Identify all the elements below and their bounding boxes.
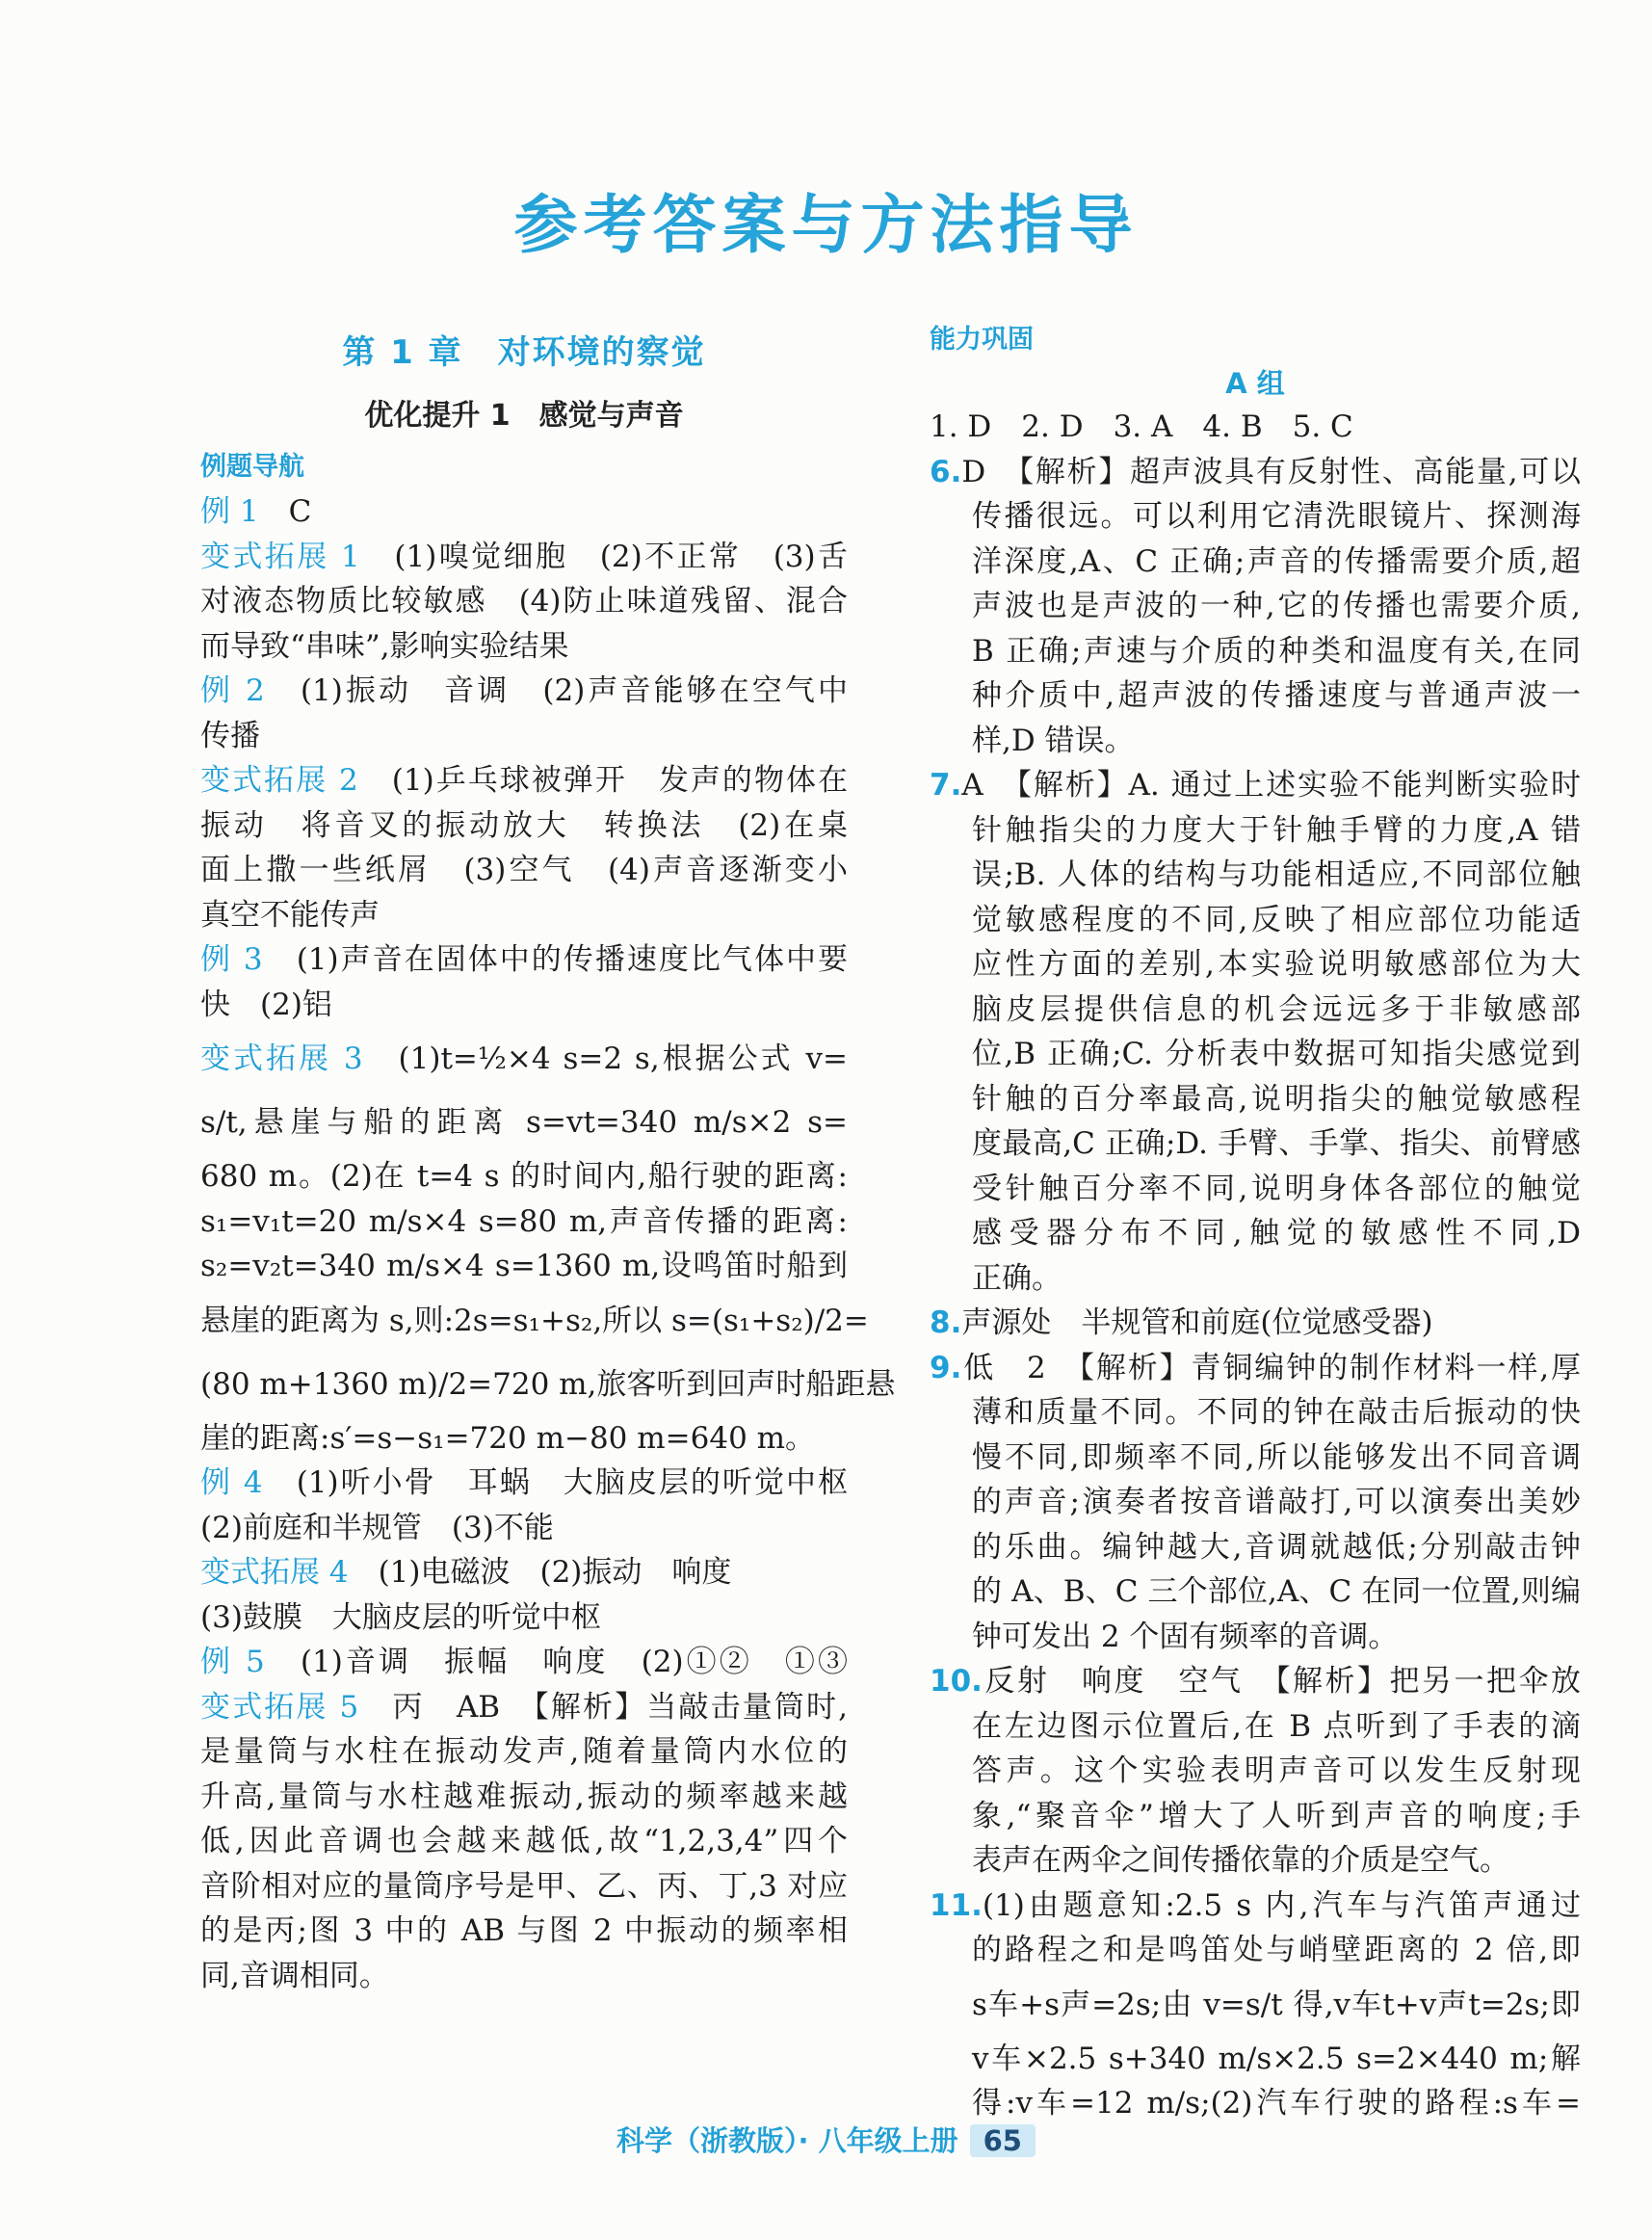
right-column: [930, 318, 1581, 2126]
answer-text: 脑皮层提供信息的机会远远多于非敏感部: [972, 991, 1581, 1027]
answer-text: 的声音;演奏者按音谱敲打,可以演奏出美妙: [972, 1485, 1581, 1519]
answer-line: [930, 719, 1581, 764]
answer-label: 变式拓展 4: [200, 1555, 349, 1590]
answer-line: [200, 1353, 896, 1416]
answer-text: 针触指尖的力度大于针触手臂的力度,A 错: [972, 812, 1581, 848]
answer-text: (2)前庭和半规管 (3)不能: [200, 1510, 554, 1545]
section-title: 优化提升 1 感觉与声音: [364, 399, 684, 433]
answer-text: B 正确;声速与介质的种类和温度有关,在同: [972, 633, 1581, 669]
answer-text: s/t,悬崖与船的距离 s=vt=340 m/s×2 s=: [200, 1105, 848, 1140]
answer-line: [930, 1704, 1581, 1750]
page-number: 65: [970, 2124, 1036, 2157]
answer-line: [200, 714, 848, 759]
answer-text: 钟可发出 2 个固有频率的音调。: [972, 1619, 1399, 1654]
answer-label: 例 2: [200, 673, 265, 708]
question-number: 10.: [930, 1664, 983, 1699]
answer-line: [200, 1775, 848, 1820]
answer-line: [930, 629, 1581, 674]
answer-text: 声波也是声波的一种,它的传播也需要介质,: [972, 589, 1581, 623]
answer-text: (1)振动 音调 (2)声音能够在空气中: [264, 673, 848, 708]
answer-line: [930, 1032, 1581, 1077]
answer-text: (80 m+1360 m)/2=720 m,旅客听到回声时船距悬: [200, 1366, 896, 1402]
answer-text: (1)嗅觉细胞 (2)不正常 (3)舌: [359, 539, 849, 574]
answer-text: (1)电磁波 (2)振动 响度: [348, 1555, 732, 1590]
answer-line: [200, 1685, 848, 1730]
answer-line: [930, 1615, 1581, 1660]
answer-line: [200, 893, 848, 938]
answer-line: [930, 1211, 1581, 1256]
chapter-title: 第 1 章 对环境的察觉: [342, 333, 706, 372]
question-number: 8.: [930, 1305, 962, 1340]
answer-text: 样,D 错误。: [972, 723, 1135, 758]
answer-text: (1)t=½×4 s=2 s,根据公式 v=: [362, 1041, 848, 1076]
answer-text: 表声在两伞之间传播依靠的介质是空气。: [972, 1843, 1509, 1878]
answer-label: 例 3: [200, 942, 263, 977]
answer-text: (1)由题意知:2.5 s 内,汽车与汽笛声通过: [982, 1887, 1581, 1923]
answer-line: [930, 1838, 1581, 1884]
answer-text: 低,因此音调也会越来越低,故“1,2,3,4”四个: [200, 1824, 848, 1858]
answer-line: [200, 1864, 848, 1910]
answer-text: 升高,量筒与水柱越难振动,振动的频率越来越: [200, 1779, 848, 1814]
answer-line: [930, 450, 1581, 495]
answer-text: 觉敏感程度的不同,反映了相应部位功能适: [972, 902, 1581, 937]
answer-line: [200, 848, 848, 893]
answer-text: 而导致“串味”,影响实验结果: [200, 628, 569, 664]
answer-text: 真空不能传声: [200, 897, 380, 933]
answer-line: [930, 2037, 1581, 2082]
answer-text: 正确。: [972, 1260, 1062, 1296]
answer-text: (1)声音在固体中的传播速度比气体中要: [262, 942, 849, 977]
answer-line: [930, 1390, 1581, 1436]
answer-text: 声源处 半规管和前庭(位觉感受器): [961, 1305, 1433, 1340]
answer-line: [200, 937, 848, 983]
answer-text: 应性方面的差别,本实验说明敏感部位为大: [972, 947, 1581, 982]
answer-text: 感受器分布不同,触觉的敏感性不同,D: [972, 1216, 1581, 1251]
answer-text: C: [258, 494, 312, 529]
answer-label: 变式拓展 2: [200, 763, 358, 798]
answer-text: 振动 将音叉的振动放大 转换法 (2)在桌: [200, 807, 848, 843]
answer-text: 度最高,C 正确;D. 手臂、手掌、指尖、前臂感: [972, 1126, 1581, 1161]
page-footer: [0, 2120, 1652, 2159]
answer-text: v车×2.5 s+340 m/s×2.5 s=2×440 m;解: [972, 2041, 1581, 2076]
answer-line: [930, 405, 1581, 450]
answer-line: [930, 898, 1581, 943]
answer-text: 悬崖的距离为 s,则:2s=s₁+s₂,所以 s=(s₁+s₂)/2=: [200, 1303, 869, 1338]
answer-text: 传播: [200, 718, 260, 753]
answer-text: 680 m。(2)在 t=4 s 的时间内,船行驶的距离:: [200, 1159, 848, 1194]
answer-text: 的是丙;图 3 中的 AB 与图 2 中振动的频率相: [200, 1913, 848, 1948]
answer-text: (3)鼓膜 大脑皮层的听觉中枢: [200, 1599, 601, 1635]
answer-line: [200, 535, 848, 580]
answer-label: 变式拓展 1: [200, 539, 360, 574]
answer-text: 受针触百分率不同,说明身体各部位的触觉: [972, 1171, 1581, 1206]
answer-text: 慢不同,即频率不同,所以能够发出不同音调: [972, 1439, 1581, 1475]
answer-line: [200, 1199, 848, 1245]
right-answer-list: [930, 405, 1581, 2126]
answer-line: [200, 1595, 848, 1641]
answer-text: s₂=v₂t=340 m/s×4 s=1360 m,设鸣笛时船到: [200, 1249, 848, 1283]
answer-text: 象,“聚音伞”增大了人听到声音的响度;手: [972, 1798, 1581, 1833]
answer-line: [930, 673, 1581, 719]
answer-line: [930, 584, 1581, 629]
answer-line: [930, 1749, 1581, 1794]
answer-text: 薄和质量不同。不同的钟在敲击后振动的快: [972, 1395, 1581, 1430]
answer-text: 同,音调相同。: [200, 1958, 389, 1993]
answer-label: 变式拓展 5: [200, 1689, 359, 1725]
answer-line: [930, 942, 1581, 988]
answer-label: 变式拓展 3: [200, 1041, 363, 1076]
answer-line: [930, 1973, 1581, 2037]
answer-line: [930, 1301, 1581, 1346]
question-number: 9.: [930, 1350, 962, 1385]
answer-line: [200, 1909, 848, 1954]
answer-text: A 【解析】A. 通过上述实验不能判断实验时: [961, 768, 1581, 803]
answer-line: [200, 624, 848, 670]
answer-text: s₁=v₁t=20 m/s×4 s=80 m,声音传播的距离:: [200, 1203, 848, 1239]
answer-line: [930, 853, 1581, 898]
answer-line: [930, 1480, 1581, 1525]
answer-line: [200, 1154, 848, 1199]
answer-line: [200, 1244, 848, 1289]
answer-line: [930, 1256, 1581, 1302]
answer-line: [930, 1167, 1581, 1212]
answer-text: 的乐曲。编钟越大,音调就越低;分别敲击钟: [972, 1529, 1581, 1565]
answer-line: [200, 1550, 848, 1595]
answer-line: [200, 1640, 848, 1685]
answer-line: [930, 1436, 1581, 1481]
left-answer-list: [200, 489, 896, 1998]
answer-line: [200, 1027, 848, 1091]
answer-line: [200, 1954, 848, 1999]
answer-text: 面上撒一些纸屑 (3)空气 (4)声音逐渐变小: [200, 853, 848, 887]
answer-text: 误;B. 人体的结构与功能相适应,不同部位触: [972, 857, 1581, 892]
answer-text: 洋深度,A、C 正确;声音的传播需要介质,超: [972, 543, 1581, 579]
answer-text: 1. D 2. D 3. A 4. B 5. C: [930, 409, 1353, 444]
answer-line: [200, 1091, 848, 1154]
answer-label: 例 1: [200, 494, 259, 529]
answer-text: s车+s声=2s;由 v=s/t 得,v车t+v声t=2s;即: [972, 1987, 1581, 2022]
group-title: A 组: [1225, 367, 1285, 400]
answer-line: [930, 1928, 1581, 1973]
answer-text: 低 2 【解析】青铜编钟的制作材料一样,厚: [961, 1350, 1581, 1385]
answer-text: 种介质中,超声波的传播速度与普通声波一: [972, 678, 1581, 713]
answer-text: 的路程之和是鸣笛处与峭壁距离的 2 倍,即: [972, 1933, 1581, 1967]
answer-line: [930, 1077, 1581, 1122]
answer-line: [930, 494, 1581, 540]
answer-line: [930, 1884, 1581, 1929]
answer-text: 得:v车=12 m/s;(2)汽车行驶的路程:s车=: [972, 2086, 1581, 2121]
answer-label: 例 4: [200, 1465, 263, 1500]
answer-text: 反射 响度 空气 【解析】把另一把伞放: [982, 1664, 1581, 1699]
question-number: 7.: [930, 768, 962, 803]
answer-line: [200, 983, 848, 1028]
left-heading: 例题导航: [200, 452, 304, 482]
answer-text: 崖的距离:s′=s−s₁=720 m−80 m=640 m。: [200, 1420, 816, 1456]
answer-text: 是量筒与水柱在振动发声,随着量筒内水位的: [200, 1734, 848, 1769]
answer-line: [930, 1794, 1581, 1839]
left-column: [200, 318, 896, 1998]
answer-line: [930, 540, 1581, 585]
question-number: 6.: [930, 454, 962, 489]
answer-text: (1)音调 振幅 响度 (2)①② ①③: [264, 1645, 848, 1679]
answer-line: [200, 804, 848, 849]
answer-line: [200, 1461, 848, 1506]
answer-text: 答声。这个实验表明声音可以发生反射现: [972, 1753, 1581, 1788]
answer-text: 的 A、B、C 三个部位,A、C 在同一位置,则编: [972, 1574, 1581, 1609]
question-number: 11.: [930, 1887, 983, 1923]
answer-line: [200, 1819, 848, 1864]
answer-line: [200, 1416, 848, 1462]
answer-text: 音阶相对应的量筒序号是甲、乙、丙、丁,3 对应: [200, 1868, 848, 1904]
answer-line: [930, 1659, 1581, 1704]
answer-line: [200, 1289, 869, 1353]
page-title: 参考答案与方法指导: [513, 188, 1139, 262]
answer-text: 位,B 正确;C. 分析表中数据可知指尖感觉到: [972, 1037, 1581, 1071]
answer-line: [930, 763, 1581, 808]
answer-text: (1)乒乓球被弹开 发声的物体在: [357, 763, 848, 798]
answer-line: [200, 489, 848, 535]
right-heading: 能力巩固: [930, 325, 1034, 355]
answer-line: [200, 669, 848, 714]
answer-line: [930, 1346, 1581, 1391]
answer-label: 例 5: [200, 1645, 265, 1679]
answer-text: 传播很远。可以利用它清洗眼镜片、探测海: [972, 499, 1581, 534]
answer-text: 对液态物质比较敏感 (4)防止味道残留、混合: [200, 584, 848, 619]
answer-text: 针触的百分率最高,说明指尖的触觉敏感程: [972, 1081, 1581, 1117]
answer-text: 快 (2)铝: [200, 987, 332, 1022]
answer-text: 丙 AB 【解析】当敲击量筒时,: [358, 1689, 848, 1725]
answer-line: [930, 1569, 1581, 1615]
answer-line: [200, 758, 848, 804]
answer-line: [200, 579, 848, 624]
answer-text: 在左边图示位置后,在 B 点听到了手表的滴: [972, 1708, 1581, 1744]
answer-line: [200, 1729, 848, 1775]
answer-line: [200, 1506, 848, 1551]
answer-line: [930, 808, 1581, 854]
answer-line: [930, 1525, 1581, 1570]
answer-line: [930, 1121, 1581, 1167]
answer-text: D 【解析】超声波具有反射性、高能量,可以: [961, 454, 1581, 489]
answer-text: (1)听小骨 耳蜗 大脑皮层的听觉中枢: [262, 1465, 849, 1500]
footer-subject: 科学（浙教版）· 八年级上册: [616, 2124, 958, 2157]
answer-line: [930, 988, 1581, 1033]
